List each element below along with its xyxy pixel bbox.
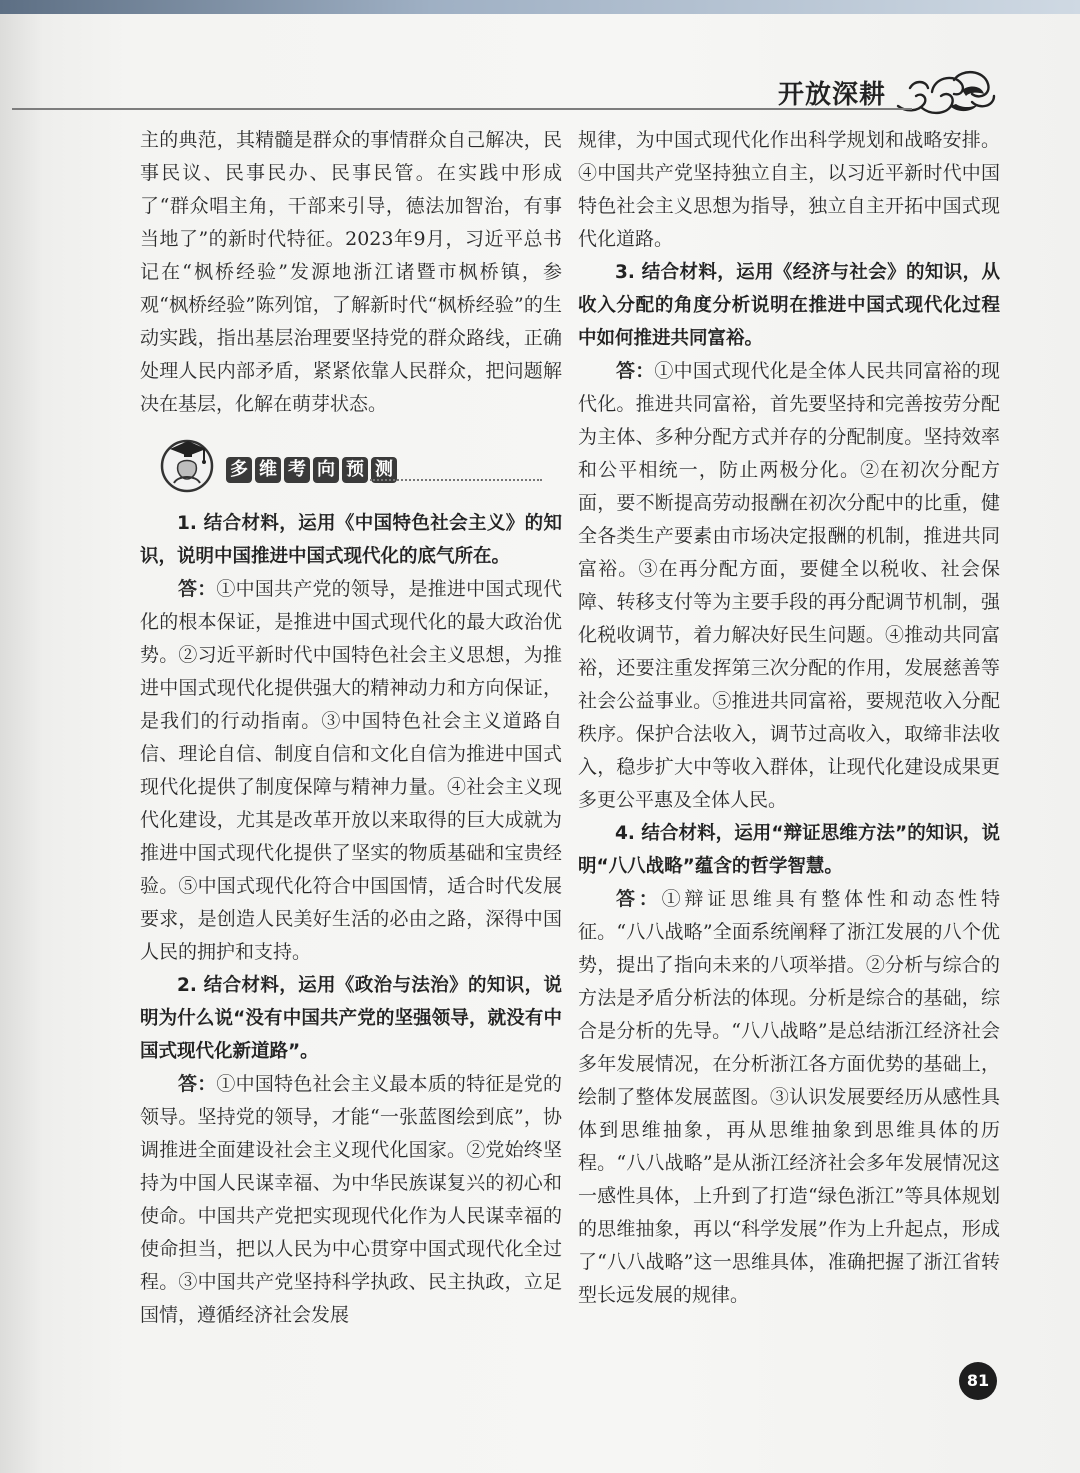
page-number-badge: 81 xyxy=(959,1362,997,1400)
question-3: 3. 结合材料，运用《经济与社会》的知识，从收入分配的角度分析说明在推进中国式现代化过程中如何推进共同富裕。 xyxy=(578,262,1000,349)
left-column xyxy=(140,124,562,1332)
banner-char: 维 xyxy=(255,457,281,483)
answer-3-text: ①中国式现代化是全体人民共同富裕的现代化。推进共同富裕，首先要坚持和完善按劳分配为主体、多种分配方式并存的分配制度。坚持效率和公平相统一，防止两极分化。②在初次分配方面，要不断提高劳动报酬在初次分配中的比重，健全各类生产要素由市场决定报酬的机制，推进共同富裕。③在再分配方面，要健全以税收、社会保障、转移支付等为主要手段的再分配调节机制，强化税收调节，着力解决好民生问题。④推动共同富裕，还要注重发挥第三次分配的作用，发展慈善等社会公益事业。⑤推进共同富裕，要规范收入分配秩序。保护合法收入，调节过高收入，取缔非法收入，稳步扩大中等收入群体，让现代化建设成果更多更公平惠及全体人民。 xyxy=(578,360,1000,811)
banner-dotted-rule xyxy=(370,479,542,481)
answer-label: 答： xyxy=(616,360,655,382)
intro-paragraph: 主的典范，其精髓是群众的事情群众自己解决，民事民议、民事民办、民事民管。在实践中形成了“群众唱主角，干部来引导，德法加智治，有事当地了”的新时代特征。2023年9月，习近平总书记在“枫桥经验”发源地浙江诸暨市枫桥镇，参观“枫桥经验”陈列馆，了解新时代“枫桥经验”的生动实践，指出基层治理要坚持党的群众路线，正确处理人民内部矛盾，紧紧依靠人民群众，把问题解决在基层，化解在萌芽状态。 xyxy=(140,129,562,415)
answer-label: 答： xyxy=(178,578,217,600)
answer-label: 答： xyxy=(178,1073,217,1095)
answer-1 xyxy=(140,573,562,969)
banner-char: 预 xyxy=(342,457,368,483)
question-1: 1. 结合材料，运用《中国特色社会主义》的知识，说明中国推进中国式现代化的底气所在。 xyxy=(140,513,562,567)
graduate-mascot-icon xyxy=(158,435,216,493)
question-4: 4. 结合材料，运用“辩证思维方法”的知识，说明“八八战略”蕴含的哲学智慧。 xyxy=(578,823,1000,877)
answer-label: 答： xyxy=(616,888,662,910)
answer-2-text: ①中国特色社会主义最本质的特征是党的领导。坚持党的领导，才能“一张蓝图绘到底”，协调推进全面建设社会主义现代化国家。②党始终坚持为中国人民谋幸福、为中华民族谋复兴的初心和使命。中国共产党把实现现代化作为人民谋幸福的使命担当，把以人民为中心贯穿中国式现代化全过程。③中国共产党坚持科学执政、民主执政，立足国情，遵循经济社会发展 xyxy=(140,1073,562,1326)
auspicious-cloud-icon xyxy=(892,66,998,118)
top-scan-strip xyxy=(0,0,1080,14)
answer-4-text: ①辩证思维具有整体性和动态性特征。“八八战略”全面系统阐释了浙江发展的八个优势，提出了指向未来的八项举措。②分析与综合的方法是矛盾分析法的体现。分析是综合的基础，综合是分析的先导。“八八战略”是总结浙江经济社会多年发展情况，在分析浙江各方面优势的基础上，绘制了整体发展蓝图。③认识发展要经历从感性具体到思维抽象，再从思维抽象到思维具体的历程。“八八战略”是从浙江经济社会多年发展情况这一感性具体，上升到了打造“绿色浙江”等具体规划的思维抽象，再以“科学发展”作为上升起点，形成了“八八战略”这一思维具体，准确把握了浙江省转型长远发展的规律。 xyxy=(578,888,1000,1306)
answer-3 xyxy=(578,355,1000,817)
answer-2-continued: 规律，为中国式现代化作出科学规划和战略安排。④中国共产党坚持独立自主，以习近平新时代中国特色社会主义思想为指导，独立自主开拓中国式现代化道路。 xyxy=(578,129,1000,250)
answer-2 xyxy=(140,1068,562,1332)
banner-char: 考 xyxy=(284,457,310,483)
right-column xyxy=(578,124,1000,1312)
question-2: 2. 结合材料，运用《政治与法治》的知识，说明为什么说“没有中国共产党的坚强领导，就没有中国式现代化新道路”。 xyxy=(140,975,562,1062)
section-header-title: 开放深耕 xyxy=(778,80,887,110)
banner-char: 测 xyxy=(371,457,397,483)
answer-1-text: ①中国共产党的领导，是推进中国式现代化的根本保证，是推进中国式现代化的最大政治优势。②习近平新时代中国特色社会主义思想，为推进中国式现代化提供强大的精神动力和方向保证，是我们的行动指南。③中国特色社会主义道路自信、理论自信、制度自信和文化自信为推进中国式现代化提供了制度保障与精神力量。④社会主义现代化建设，尤其是改革开放以来取得的巨大成就为推进中国式现代化提供了坚实的物质基础和宝贵经验。⑤中国式现代化符合中国国情，适合时代发展要求，是创造人民美好生活的必由之路，深得中国人民的拥护和支持。 xyxy=(140,578,562,963)
section-banner xyxy=(140,435,562,501)
banner-char: 多 xyxy=(226,457,252,483)
banner-char: 向 xyxy=(313,457,339,483)
header-rule xyxy=(12,108,912,110)
answer-4 xyxy=(578,883,1000,1312)
